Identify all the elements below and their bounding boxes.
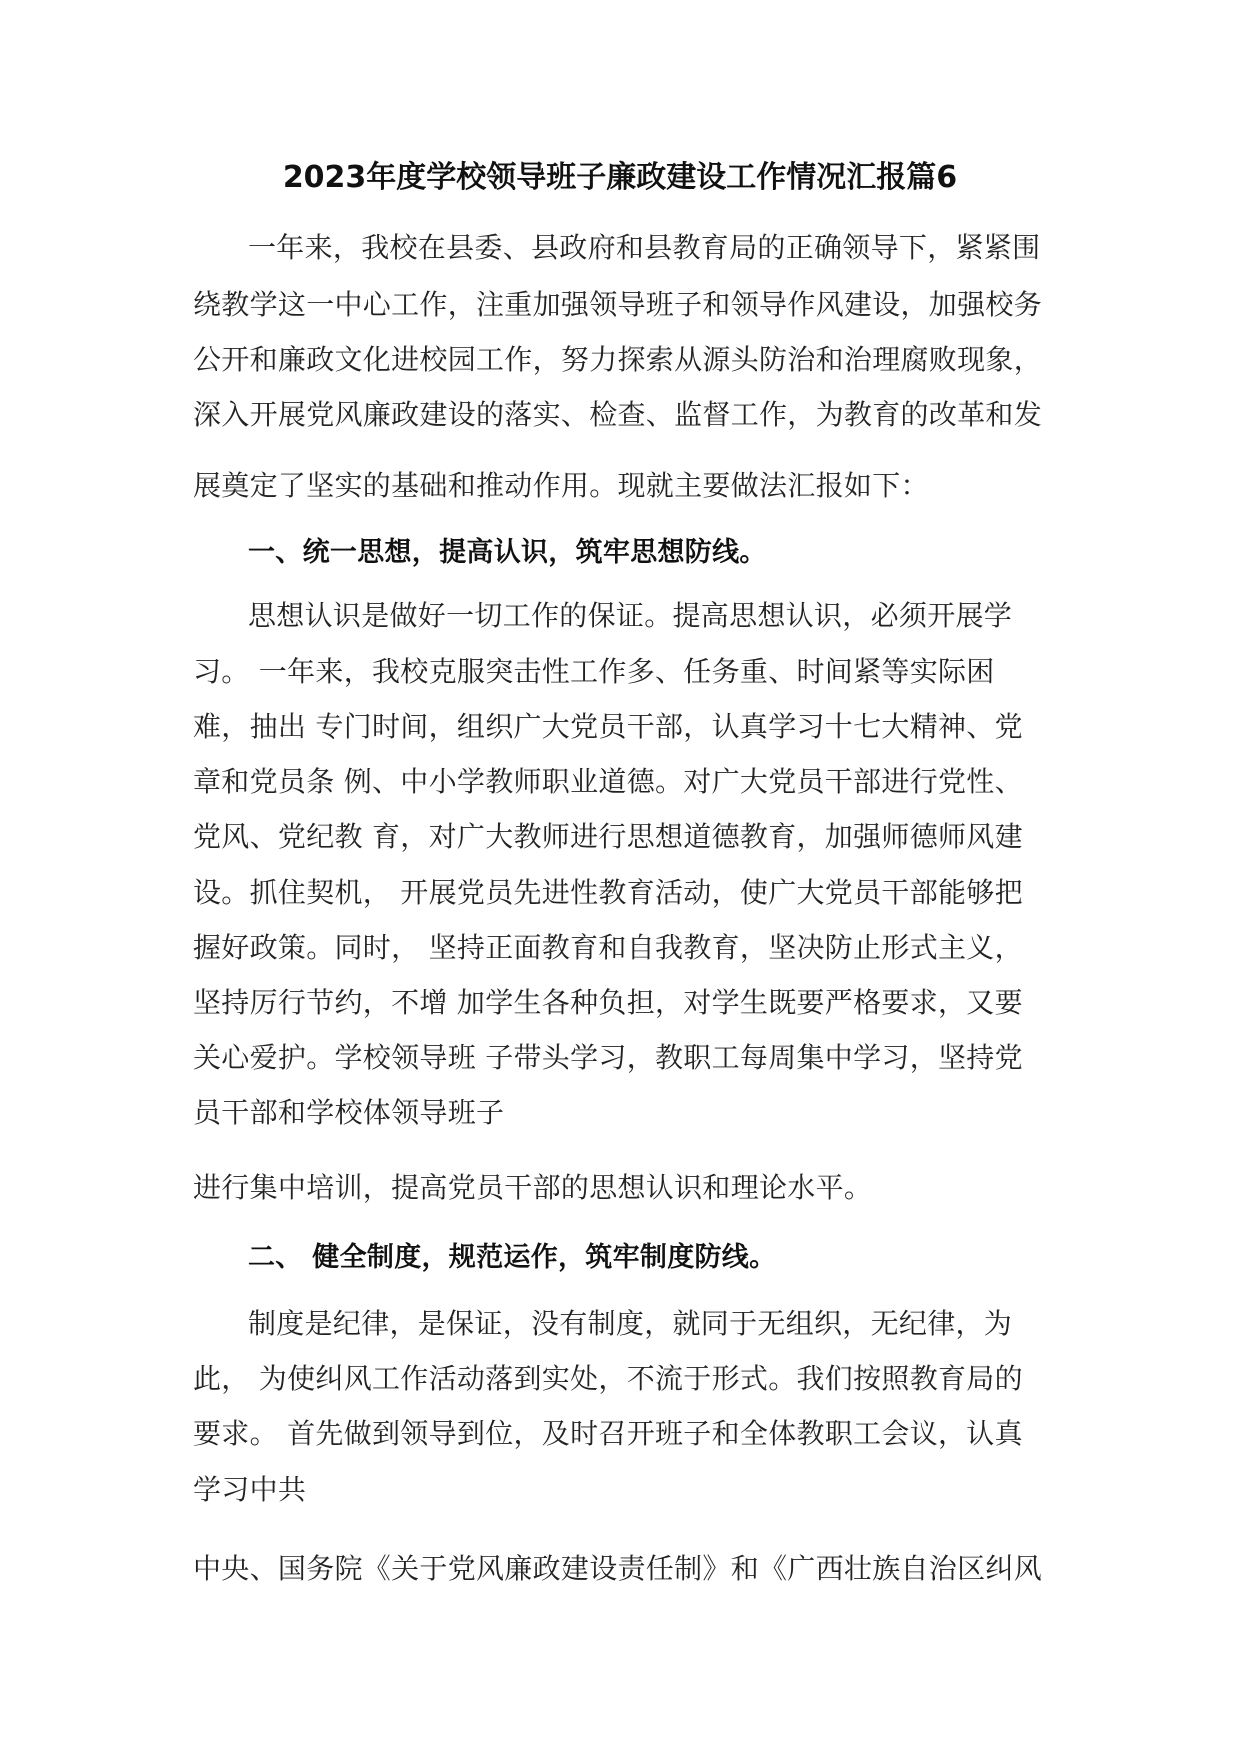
paragraph-line: 展奠定了坚实的基础和推动作用。现就主要做法汇报如下： <box>193 469 929 502</box>
paragraph-line: 进行集中培训，提高党员干部的思想认识和理论水平。 <box>193 1171 873 1204</box>
paragraph-line: 公开和廉政文化进校园工作，努力探索从源头防治和治理腐败现象， <box>193 343 1043 376</box>
paragraph-line: 制度是纪律，是保证，没有制度，就同于无组织，无纪律，为 <box>248 1307 1013 1340</box>
paragraph-line: 难，抽出 专门时间，组织广大党员干部，认真学习十七大精神、党 <box>193 710 1023 743</box>
section-heading-2: 二、 健全制度，规范运作，筑牢制度防线。 <box>248 1242 777 1273</box>
paragraph-line: 思想认识是做好一切工作的保证。提高思想认识，必须开展学 <box>248 599 1013 632</box>
section-heading-1: 一、统一思想，提高认识，筑牢思想防线。 <box>248 537 767 568</box>
paragraph-line: 关心爱护。学校领导班 子带头学习，教职工每周集中学习，坚持党 <box>193 1041 1023 1074</box>
paragraph-line: 中央、国务院《关于党风廉政建设责任制》和《广西壮族自治区纠风 <box>193 1552 1043 1585</box>
paragraph-line: 章和党员条 例、中小学教师职业道德。对广大党员干部进行党性、 <box>193 765 1023 798</box>
paragraph-line: 绕教学这一中心工作，注重加强领导班子和领导作风建设，加强校务 <box>193 288 1043 321</box>
paragraph-line: 学习中共 <box>193 1473 307 1506</box>
paragraph-line: 握好政策。同时， 坚持正面教育和自我教育，坚决防止形式主义， <box>193 931 1023 964</box>
paragraph-line: 党风、党纪教 育，对广大教师进行思想道德教育，加强师德师风建 <box>193 820 1023 853</box>
paragraph-line: 坚持厉行节约，不增 加学生各种负担，对学生既要严格要求，又要 <box>193 986 1023 1019</box>
document-title: 2023年度学校领导班子廉政建设工作情况汇报篇6 <box>282 160 958 195</box>
paragraph-line: 此， 为使纠风工作活动落到实处，不流于形式。我们按照教育局的 <box>193 1362 1023 1395</box>
paragraph-line: 一年来，我校在县委、县政府和县教育局的正确领导下，紧紧围 <box>248 231 1041 264</box>
paragraph-line: 深入开展党风廉政建设的落实、检查、监督工作，为教育的改革和发 <box>193 398 1043 431</box>
paragraph-line: 员干部和学校体领导班子 <box>193 1096 505 1129</box>
paragraph-line: 设。抓住契机， 开展党员先进性教育活动，使广大党员干部能够把 <box>193 876 1023 909</box>
paragraph-line: 习。 一年来，我校克服突击性工作多、任务重、时间紧等实际困 <box>193 655 995 688</box>
paragraph-line: 要求。 首先做到领导到位，及时召开班子和全体教职工会议，认真 <box>193 1417 1023 1450</box>
